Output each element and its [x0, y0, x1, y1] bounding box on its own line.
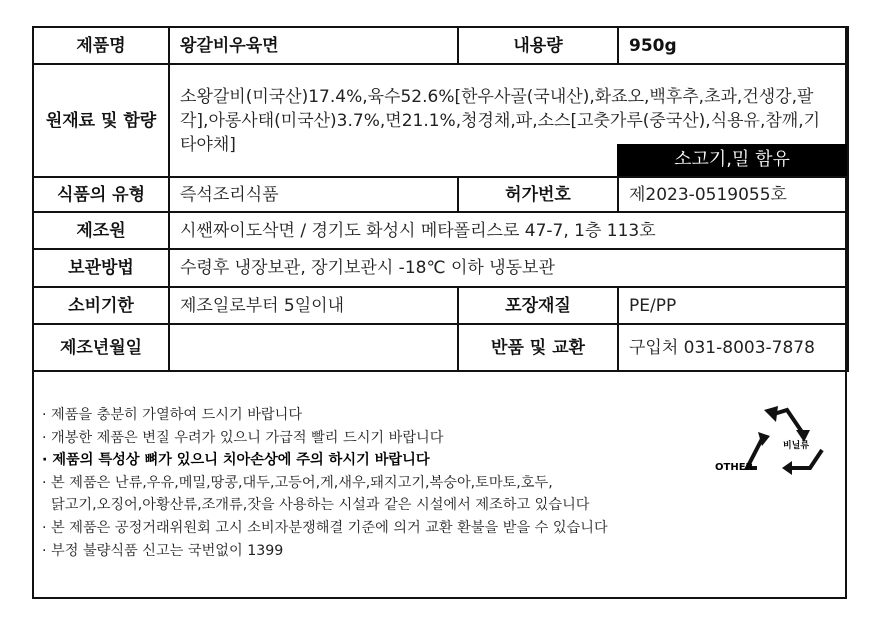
row-ingredients [33, 64, 848, 177]
note-line-emphasis: · 제품의 특성상 뼈가 있으니 치아손상에 주의 하시기 바랍니다 [42, 452, 430, 469]
note-line: · 본 제품은 공정거래위원회 고시 소비자분쟁해결 기준에 의거 교환 환불을 받을 수 있습니다 [42, 519, 608, 536]
license-number: 제2023-0519055호 [618, 177, 848, 212]
row-expiry [33, 287, 848, 324]
note-line: · 부정 불량식품 신고는 국번없이 1399 [42, 542, 284, 559]
note-line: 닭고기,오징어,아황산류,조개류,잣을 사용하는 시설과 같은 시설에서 제조하고 있습니다 [42, 497, 590, 514]
ingredients-label: 원재료 및 함량 [33, 64, 169, 177]
row-storage [33, 249, 848, 287]
note-line: · 개봉한 제품은 변질 우려가 있으니 가급적 빨리 드시기 바랍니다 [42, 429, 444, 446]
recycle-inner-text: 비닐류 [782, 441, 810, 451]
row-product-name [33, 27, 848, 64]
food-type: 즉석조리식품 [169, 177, 458, 212]
recycle-side-text: OTHER [715, 462, 754, 473]
ingredients-cell [169, 64, 848, 177]
product-name-label: 제품명 [33, 27, 169, 64]
manufacturer: 시쌘짜이도삭면 / 경기도 화성시 메타폴리스로 47-7, 1층 113호 [169, 212, 848, 249]
packaging-label: 포장재질 [458, 287, 618, 324]
storage-label: 보관방법 [33, 249, 169, 287]
row-mfg-date [33, 324, 848, 371]
license-label: 허가번호 [458, 177, 618, 212]
allergen-badge: 소고기,밀 함유 [617, 144, 847, 176]
return-label: 반품 및 교환 [458, 324, 618, 371]
row-food-type [33, 177, 848, 212]
note-line: · 본 제품은 난류,우유,메밀,땅콩,대두,고등어,게,새우,돼지고기,복숭아,토마토,호두, [42, 474, 553, 491]
mfg-date-label: 제조년월일 [33, 324, 169, 371]
note-line: · 제품을 충분히 가열하여 드시기 바랍니다 [42, 407, 303, 423]
food-type-label: 식품의 유형 [33, 177, 169, 212]
storage: 수령후 냉장보관, 장기보관시 -18℃ 이하 냉동보관 [169, 249, 848, 287]
mfg-date [169, 324, 458, 371]
product-info-table [32, 26, 849, 372]
packaging: PE/PP [618, 287, 848, 324]
ingredients-text: 소왕갈비(미국산)17.4%,육수52.6%[한우사골(국내산),화죠오,백후추,초과,건생강,팔각],아롱사태(미국산)3.7%,면21.1%,청경채,파,소스[고춧가루(중국산),식용유,참깨,기타야채] [180, 86, 821, 155]
row-manufacturer [33, 212, 848, 249]
volume-label: 내용량 [458, 27, 618, 64]
manufacturer-label: 제조원 [33, 212, 169, 249]
expiry: 제조일로부터 5일이내 [169, 287, 458, 324]
expiry-label: 소비기한 [33, 287, 169, 324]
recycle-icon [712, 402, 832, 480]
return-contact: 구입처 031-8003-7878 [618, 324, 848, 371]
volume: 950g [618, 27, 848, 64]
product-name: 왕갈비우육면 [169, 27, 458, 64]
